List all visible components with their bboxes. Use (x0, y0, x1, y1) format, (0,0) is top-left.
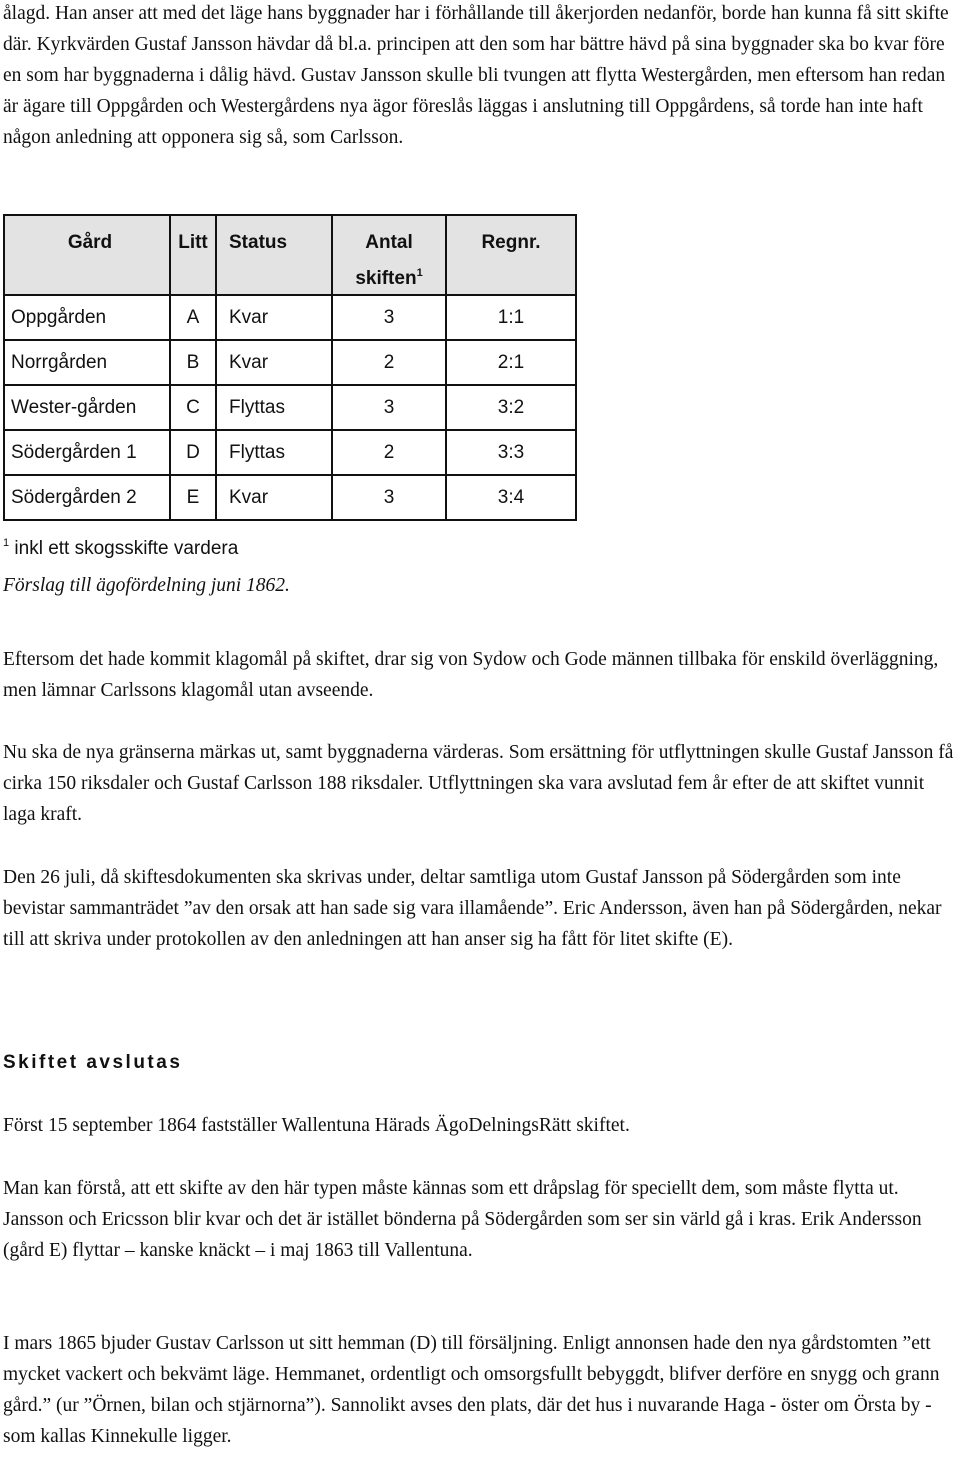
cell-regnr: 3:2 (446, 385, 576, 430)
cell-status: Kvar (216, 295, 332, 340)
cell-regnr: 1:1 (446, 295, 576, 340)
footnote-text: inkl ett skogsskifte vardera (9, 538, 239, 559)
cell-gard: Norrgården (4, 340, 170, 385)
header-antal (332, 215, 446, 295)
cell-litt: B (170, 340, 216, 385)
cell-litt: E (170, 475, 216, 520)
header-status: Status (216, 215, 332, 295)
cell-gard: Oppgården (4, 295, 170, 340)
table-row (4, 385, 576, 430)
header-antal-footnote-marker: 1 (416, 267, 423, 279)
cell-status: Flyttas (216, 385, 332, 430)
table-caption: Förslag till ägofördelning juni 1862. (3, 575, 290, 596)
cell-litt: A (170, 295, 216, 340)
land-distribution-table (3, 214, 577, 521)
paragraph-consequences: Man kan förstå, att ett skifte av den här typen måste kännas som ett dråpslag för speciellt dem, som måste flytta ut. Jansson och Ericsson blir kvar och det är istället bönderna på Södergården som ser sin värld gå i kras. Erik Andersson (gård E) flyttar – kanske knäckt – i maj 1863 till Vallentuna. (3, 1178, 922, 1261)
header-antal-line1: Antal (365, 232, 413, 253)
table-header-row (4, 215, 576, 295)
cell-antal: 3 (332, 295, 446, 340)
cell-status: Flyttas (216, 430, 332, 475)
footnote-marker: 1 (3, 537, 10, 549)
table-row (4, 430, 576, 475)
paragraph-complaint: Eftersom det hade kommit klagomål på skiftet, drar sig von Sydow och Gode männen tillbaka för enskild överläggning, men lämnar Carlssons klagomål utan avseende. (3, 649, 939, 701)
cell-antal: 3 (332, 385, 446, 430)
paragraph-signing: Den 26 juli, då skiftesdokumenten ska skrivas under, deltar samtliga utom Gustaf Jansson på Södergården som inte bevistar sammanträdet ”av den orsak att han sade sig vara illamående”. Eric Andersson, även han på Södergården, nekar till att skriva under protokollen av den anledningen att han anser sig ha fått för litet skifte (E). (3, 867, 942, 950)
cell-status: Kvar (216, 475, 332, 520)
header-antal-line2: skiften (355, 268, 417, 289)
cell-litt: C (170, 385, 216, 430)
table-row (4, 475, 576, 520)
table-row (4, 295, 576, 340)
table-row (4, 340, 576, 385)
cell-regnr: 2:1 (446, 340, 576, 385)
header-litt: Litt (170, 215, 216, 295)
cell-regnr: 3:4 (446, 475, 576, 520)
cell-litt: D (170, 430, 216, 475)
section-heading: Skiftet avslutas (3, 1052, 183, 1073)
paragraph-compensation: Nu ska de nya gränserna märkas ut, samt byggnaderna värderas. Som ersättning för utflyttningen skulle Gustaf Jansson få cirka 150 riksdaler och Gustaf Carlsson 188 riksdaler. Utflyttningen ska vara avslutad fem år efter de att skiftet vunnit laga kraft. (3, 742, 954, 825)
cell-antal: 2 (332, 340, 446, 385)
cell-antal: 2 (332, 430, 446, 475)
paragraph-sale: I mars 1865 bjuder Gustav Carlsson ut sitt hemman (D) till försäljning. Enligt annonsen hade den nya gårdstomten ”ett mycket vackert och bekvämt läge. Hemmanet, ordentligt och omsorgsfullt bebyggdt, blifver derföre en snygg och grann gård.” (ur ”Örnen, bilan och stjärnorna”). Sannolikt avses den plats, där det hus i nuvarande Haga - öster om Örsta by - som kallas Kinnekulle ligger. (3, 1333, 940, 1447)
cell-gard: Södergården 2 (4, 475, 170, 520)
paragraph-confirmation: Först 15 september 1864 fastställer Wallentuna Härads ÄgoDelningsRätt skiftet. (3, 1115, 630, 1136)
cell-status: Kvar (216, 340, 332, 385)
cell-gard: Södergården 1 (4, 430, 170, 475)
header-gard: Gård (4, 215, 170, 295)
cell-antal: 3 (332, 475, 446, 520)
table-footnote (3, 528, 238, 564)
cell-gard: Wester-gården (4, 385, 170, 430)
header-regnr: Regnr. (446, 215, 576, 295)
paragraph-intro: ålagd. Han anser att med det läge hans byggnader har i förhållande till åkerjorden nedanför, borde han kunna få sitt skifte där. Kyrkvärden Gustaf Jansson hävdar då bl.a. principen att den som har bättre hävd på sina byggnader ska bo kvar före en som har byggnaderna i dålig hävd. Gustav Jansson skulle bli tvungen att flytta Westergården, men eftersom han redan är ägare till Oppgården och Westergårdens nya ägor föreslås läggas i anslutning till Oppgårdens, så torde han inte haft någon anledning att opponera sig så, som Carlsson. (3, 3, 949, 148)
cell-regnr: 3:3 (446, 430, 576, 475)
